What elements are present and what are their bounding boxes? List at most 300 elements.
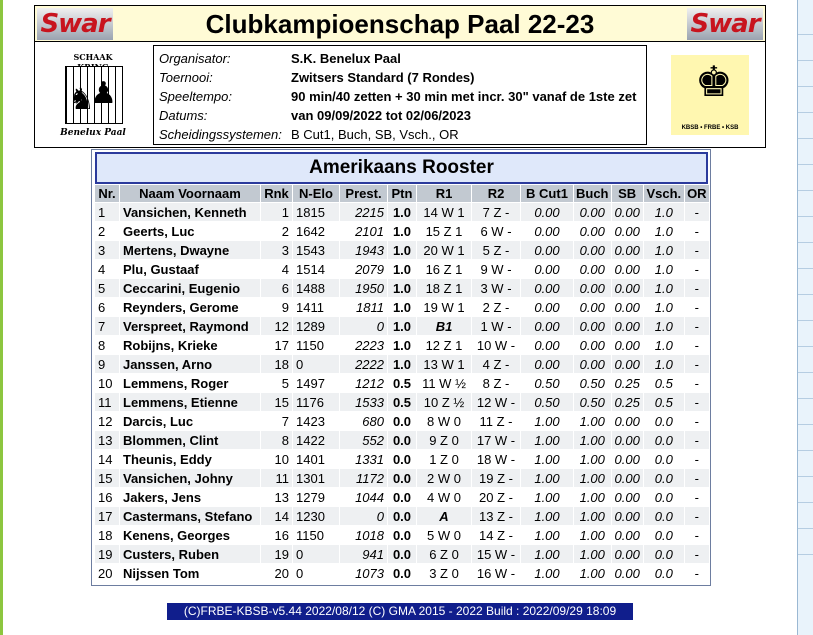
table-cell: 1073 bbox=[340, 564, 387, 582]
table-cell: 0.0 bbox=[644, 507, 684, 525]
table-cell: 0.00 bbox=[521, 355, 573, 373]
table-cell: 0.0 bbox=[388, 564, 416, 582]
table-cell: 0.00 bbox=[521, 260, 573, 278]
table-row bbox=[95, 279, 709, 297]
table-cell: 1411 bbox=[293, 298, 339, 316]
col-header: R1 bbox=[417, 185, 471, 202]
table-cell: 8 bbox=[95, 336, 119, 354]
table-cell: 2215 bbox=[340, 203, 387, 221]
table-row bbox=[95, 450, 709, 468]
table-cell: 1044 bbox=[340, 488, 387, 506]
table-cell: 19 Z - bbox=[472, 469, 520, 487]
table-cell: 0 bbox=[340, 507, 387, 525]
info-label-scheiding: Scheidingssystemen: bbox=[159, 127, 282, 142]
table-cell: Vansichen, Kenneth bbox=[120, 203, 260, 221]
col-header: B Cut1 bbox=[521, 185, 573, 202]
table-cell: - bbox=[685, 222, 709, 240]
table-cell: 1.00 bbox=[521, 564, 573, 582]
col-header: R2 bbox=[472, 185, 520, 202]
table-cell: 0.0 bbox=[644, 526, 684, 544]
table-cell: 10 Z ½ bbox=[417, 393, 471, 411]
table-cell: 1.0 bbox=[388, 317, 416, 335]
table-cell: - bbox=[685, 431, 709, 449]
table-cell: 16 bbox=[261, 526, 292, 544]
table-cell: Nijssen Tom bbox=[120, 564, 260, 582]
table-cell: Darcis, Luc bbox=[120, 412, 260, 430]
table-cell: 0.0 bbox=[388, 412, 416, 430]
table-cell: 15 bbox=[95, 469, 119, 487]
table-cell: Robijns, Krieke bbox=[120, 336, 260, 354]
table-cell: 1.00 bbox=[574, 545, 611, 563]
table-cell: 10 bbox=[95, 374, 119, 392]
table-cell: Reynders, Gerome bbox=[120, 298, 260, 316]
table-cell: Theunis, Eddy bbox=[120, 450, 260, 468]
col-header: Prest. bbox=[340, 185, 387, 202]
table-cell: 1.0 bbox=[388, 260, 416, 278]
table-cell: - bbox=[685, 564, 709, 582]
table-row bbox=[95, 488, 709, 506]
table-cell: 1.00 bbox=[574, 488, 611, 506]
table-cell: 1815 bbox=[293, 203, 339, 221]
table-cell: 14 bbox=[261, 507, 292, 525]
table-cell: 1.0 bbox=[644, 222, 684, 240]
table-cell: 0.00 bbox=[612, 545, 643, 563]
info-label-speeltempo: Speeltempo: bbox=[159, 89, 232, 104]
table-cell: 0.0 bbox=[644, 488, 684, 506]
table-cell: - bbox=[685, 526, 709, 544]
table-cell: 0 bbox=[293, 545, 339, 563]
table-cell: Ceccarini, Eugenio bbox=[120, 279, 260, 297]
federation-logo-text: KBSB • FRBE • KSB bbox=[681, 125, 739, 131]
table-cell: 0.00 bbox=[574, 317, 611, 335]
table-cell: 0.00 bbox=[612, 355, 643, 373]
table-cell: 1331 bbox=[340, 450, 387, 468]
table-cell: 0.00 bbox=[521, 222, 573, 240]
table-cell: 16 bbox=[95, 488, 119, 506]
table-cell: 5 Z - bbox=[472, 241, 520, 259]
table-cell: 0 bbox=[340, 317, 387, 335]
table-cell: 1533 bbox=[340, 393, 387, 411]
table-cell: 15 Z 1 bbox=[417, 222, 471, 240]
table-cell: 1.0 bbox=[388, 222, 416, 240]
col-header: Rnk bbox=[261, 185, 292, 202]
table-cell: 0.5 bbox=[388, 393, 416, 411]
table-cell: Lemmens, Etienne bbox=[120, 393, 260, 411]
table-cell: 0.00 bbox=[574, 222, 611, 240]
table-cell: 17 W - bbox=[472, 431, 520, 449]
table-cell: 1.0 bbox=[644, 336, 684, 354]
table-cell: Verspreet, Raymond bbox=[120, 317, 260, 335]
table-cell: 9 W - bbox=[472, 260, 520, 278]
table-cell: A bbox=[417, 507, 471, 525]
table-cell: - bbox=[685, 469, 709, 487]
table-cell: 0.50 bbox=[574, 393, 611, 411]
table-cell: 3 bbox=[95, 241, 119, 259]
info-panel bbox=[153, 45, 647, 145]
table-row bbox=[95, 393, 709, 411]
swar-logo-left: Swar bbox=[37, 8, 113, 40]
col-header: Nr. bbox=[95, 185, 119, 202]
table-cell: 1 W - bbox=[472, 317, 520, 335]
table-cell: 17 bbox=[261, 336, 292, 354]
table-cell: - bbox=[685, 260, 709, 278]
table-cell: - bbox=[685, 298, 709, 316]
table-cell: 1.0 bbox=[644, 260, 684, 278]
table-row bbox=[95, 564, 709, 582]
table-cell: 16 Z 1 bbox=[417, 260, 471, 278]
table-cell: 12 W - bbox=[472, 393, 520, 411]
table-cell: 13 W 1 bbox=[417, 355, 471, 373]
table-cell: 1.0 bbox=[644, 279, 684, 297]
table-cell: Janssen, Arno bbox=[120, 355, 260, 373]
table-cell: 6 Z 0 bbox=[417, 545, 471, 563]
col-header: OR bbox=[685, 185, 709, 202]
table-cell: 15 bbox=[261, 393, 292, 411]
table-cell: - bbox=[685, 545, 709, 563]
info-value-organisator: S.K. Benelux Paal bbox=[291, 51, 401, 66]
table-cell: 1.0 bbox=[388, 336, 416, 354]
club-logo bbox=[57, 52, 129, 138]
table-cell: 2101 bbox=[340, 222, 387, 240]
table-cell: 18 bbox=[95, 526, 119, 544]
table-cell: 680 bbox=[340, 412, 387, 430]
table-cell: 20 bbox=[95, 564, 119, 582]
table-cell: 0.0 bbox=[644, 450, 684, 468]
table-cell: 0.50 bbox=[574, 374, 611, 392]
table-cell: 0.0 bbox=[644, 564, 684, 582]
table-cell: 0 bbox=[293, 564, 339, 582]
table-cell: 11 bbox=[261, 469, 292, 487]
table-cell: - bbox=[685, 412, 709, 430]
info-label-organisator: Organisator: bbox=[159, 51, 231, 66]
table-cell: Mertens, Dwayne bbox=[120, 241, 260, 259]
table-cell: 0.00 bbox=[612, 203, 643, 221]
table-cell: 1279 bbox=[293, 488, 339, 506]
table-cell: 6 bbox=[261, 279, 292, 297]
table-cell: 1.0 bbox=[644, 317, 684, 335]
table-cell: 11 W ½ bbox=[417, 374, 471, 392]
table-cell: 0.00 bbox=[574, 260, 611, 278]
table-cell: 1401 bbox=[293, 450, 339, 468]
table-cell: 19 bbox=[95, 545, 119, 563]
table-cell: 0.00 bbox=[521, 317, 573, 335]
table-cell: 9 bbox=[261, 298, 292, 316]
table-cell: 7 bbox=[261, 412, 292, 430]
table-cell: 0.50 bbox=[521, 374, 573, 392]
table-cell: 13 bbox=[95, 431, 119, 449]
federation-logo bbox=[671, 55, 749, 135]
table-cell: 1289 bbox=[293, 317, 339, 335]
table-cell: 0.00 bbox=[521, 298, 573, 316]
table-cell: 0.00 bbox=[612, 279, 643, 297]
table-cell: 941 bbox=[340, 545, 387, 563]
table-cell: 11 Z - bbox=[472, 412, 520, 430]
info-value-toernooi: Zwitsers Standard (7 Rondes) bbox=[291, 70, 475, 85]
table-cell: 0.25 bbox=[612, 374, 643, 392]
table-cell: 1.00 bbox=[574, 431, 611, 449]
club-logo-top-text: SCHAAK bbox=[73, 52, 113, 62]
table-cell: 12 Z 1 bbox=[417, 336, 471, 354]
table-cell: 0.00 bbox=[612, 564, 643, 582]
table-cell: 12 bbox=[261, 317, 292, 335]
table-cell: 8 bbox=[261, 431, 292, 449]
table-cell: 0.0 bbox=[388, 507, 416, 525]
table-cell: 1.0 bbox=[388, 355, 416, 373]
standings-table bbox=[94, 184, 710, 583]
table-cell: 2079 bbox=[340, 260, 387, 278]
table-cell: 4 bbox=[95, 260, 119, 278]
table-cell: 1423 bbox=[293, 412, 339, 430]
info-value-datums: van 09/09/2022 tot 02/06/2023 bbox=[291, 108, 471, 123]
table-cell: 1230 bbox=[293, 507, 339, 525]
table-cell: 0.0 bbox=[388, 526, 416, 544]
standings-panel bbox=[91, 149, 711, 586]
table-cell: 0.00 bbox=[612, 526, 643, 544]
club-logo-bottom-text: Benelux Paal bbox=[60, 128, 126, 138]
table-cell: 0.0 bbox=[388, 450, 416, 468]
table-cell: 2222 bbox=[340, 355, 387, 373]
table-cell: Castermans, Stefano bbox=[120, 507, 260, 525]
table-cell: 1.0 bbox=[644, 203, 684, 221]
table-row bbox=[95, 374, 709, 392]
table-cell: Kenens, Georges bbox=[120, 526, 260, 544]
table-cell: 1.00 bbox=[574, 507, 611, 525]
table-cell: 7 bbox=[95, 317, 119, 335]
table-cell: 13 bbox=[261, 488, 292, 506]
table-cell: 1.0 bbox=[644, 298, 684, 316]
table-cell: - bbox=[685, 279, 709, 297]
table-cell: 1301 bbox=[293, 469, 339, 487]
table-cell: 0.00 bbox=[612, 412, 643, 430]
table-cell: 1488 bbox=[293, 279, 339, 297]
table-cell: Vansichen, Johny bbox=[120, 469, 260, 487]
col-header: Ptn bbox=[388, 185, 416, 202]
table-cell: 0.00 bbox=[612, 488, 643, 506]
table-cell: 0.0 bbox=[388, 545, 416, 563]
table-cell: B1 bbox=[417, 317, 471, 335]
table-row bbox=[95, 545, 709, 563]
table-cell: 8 W 0 bbox=[417, 412, 471, 430]
table-cell: 1497 bbox=[293, 374, 339, 392]
table-cell: 1172 bbox=[340, 469, 387, 487]
table-cell: 1150 bbox=[293, 526, 339, 544]
table-cell: Plu, Gustaaf bbox=[120, 260, 260, 278]
table-cell: 12 bbox=[95, 412, 119, 430]
table-cell: 13 Z - bbox=[472, 507, 520, 525]
table-cell: 19 bbox=[261, 545, 292, 563]
table-cell: 0.00 bbox=[521, 279, 573, 297]
table-cell: 6 bbox=[95, 298, 119, 316]
table-cell: 0.00 bbox=[612, 222, 643, 240]
table-cell: 1.00 bbox=[521, 545, 573, 563]
table-cell: 0.0 bbox=[388, 469, 416, 487]
table-row bbox=[95, 355, 709, 373]
table-cell: 15 W - bbox=[472, 545, 520, 563]
table-cell: 0.00 bbox=[521, 336, 573, 354]
table-cell: 0.5 bbox=[644, 393, 684, 411]
table-cell: 0.00 bbox=[521, 203, 573, 221]
side-panel bbox=[797, 0, 813, 635]
table-row bbox=[95, 507, 709, 525]
table-cell: 11 bbox=[95, 393, 119, 411]
table-cell: Blommen, Clint bbox=[120, 431, 260, 449]
table-cell: 20 Z - bbox=[472, 488, 520, 506]
table-cell: 0.25 bbox=[612, 393, 643, 411]
table-cell: 0.5 bbox=[644, 374, 684, 392]
table-cell: - bbox=[685, 507, 709, 525]
table-cell: 0.00 bbox=[574, 355, 611, 373]
table-cell: 1.00 bbox=[574, 469, 611, 487]
table-title: Amerikaans Rooster bbox=[95, 152, 708, 184]
table-cell: 4 bbox=[261, 260, 292, 278]
table-cell: 1.00 bbox=[521, 507, 573, 525]
table-cell: 2 W 0 bbox=[417, 469, 471, 487]
table-cell: 1514 bbox=[293, 260, 339, 278]
table-cell: 1543 bbox=[293, 241, 339, 259]
table-cell: Custers, Ruben bbox=[120, 545, 260, 563]
table-cell: 2 bbox=[261, 222, 292, 240]
table-cell: 2 Z - bbox=[472, 298, 520, 316]
table-cell: 0.00 bbox=[612, 317, 643, 335]
table-cell: 1.00 bbox=[574, 564, 611, 582]
swar-logo-right: Swar bbox=[687, 8, 763, 40]
table-cell: 1212 bbox=[340, 374, 387, 392]
table-cell: 20 W 1 bbox=[417, 241, 471, 259]
table-cell: 6 W - bbox=[472, 222, 520, 240]
table-cell: 0.0 bbox=[388, 488, 416, 506]
table-cell: 1.0 bbox=[388, 203, 416, 221]
table-cell: 0.00 bbox=[612, 298, 643, 316]
table-cell: 0.00 bbox=[612, 507, 643, 525]
chess-king-icon: ♚ bbox=[695, 58, 733, 105]
table-row bbox=[95, 260, 709, 278]
table-cell: 1.00 bbox=[521, 450, 573, 468]
table-cell: 0.00 bbox=[574, 336, 611, 354]
table-cell: - bbox=[685, 450, 709, 468]
table-cell: 0.00 bbox=[574, 279, 611, 297]
table-cell: 1 bbox=[95, 203, 119, 221]
table-cell: 19 W 1 bbox=[417, 298, 471, 316]
table-cell: 1642 bbox=[293, 222, 339, 240]
table-cell: 0.00 bbox=[612, 336, 643, 354]
table-cell: 9 Z 0 bbox=[417, 431, 471, 449]
table-cell: 0.0 bbox=[644, 412, 684, 430]
table-row bbox=[95, 412, 709, 430]
table-cell: Lemmens, Roger bbox=[120, 374, 260, 392]
chessboard-icon: ♞ ♟ bbox=[65, 66, 123, 124]
table-cell: 1.00 bbox=[521, 431, 573, 449]
table-row bbox=[95, 469, 709, 487]
table-cell: 18 W - bbox=[472, 450, 520, 468]
table-cell: 0 bbox=[293, 355, 339, 373]
table-row bbox=[95, 431, 709, 449]
table-cell: 4 W 0 bbox=[417, 488, 471, 506]
table-cell: 0.0 bbox=[644, 469, 684, 487]
table-cell: 3 W - bbox=[472, 279, 520, 297]
table-row bbox=[95, 526, 709, 544]
table-cell: 1.00 bbox=[521, 488, 573, 506]
table-cell: 10 bbox=[261, 450, 292, 468]
table-cell: 14 Z - bbox=[472, 526, 520, 544]
table-cell: Geerts, Luc bbox=[120, 222, 260, 240]
table-cell: 0.0 bbox=[388, 431, 416, 449]
table-cell: 1150 bbox=[293, 336, 339, 354]
table-cell: 3 Z 0 bbox=[417, 564, 471, 582]
table-cell: 18 Z 1 bbox=[417, 279, 471, 297]
table-cell: 1 Z 0 bbox=[417, 450, 471, 468]
table-cell: 3 bbox=[261, 241, 292, 259]
table-cell: 18 bbox=[261, 355, 292, 373]
table-cell: 1.0 bbox=[388, 298, 416, 316]
page-header bbox=[34, 5, 766, 43]
table-cell: 0.00 bbox=[574, 298, 611, 316]
table-cell: 1.00 bbox=[574, 526, 611, 544]
info-value-scheiding: B Cut1, Buch, SB, Vsch., OR bbox=[291, 127, 459, 142]
table-cell: - bbox=[685, 355, 709, 373]
table-row bbox=[95, 241, 709, 259]
table-cell: 14 W 1 bbox=[417, 203, 471, 221]
table-cell: 1.00 bbox=[521, 469, 573, 487]
table-row bbox=[95, 222, 709, 240]
col-header: Naam Voornaam bbox=[120, 185, 260, 202]
table-cell: 1422 bbox=[293, 431, 339, 449]
table-cell: 5 W 0 bbox=[417, 526, 471, 544]
table-cell: 1950 bbox=[340, 279, 387, 297]
table-cell: 0.00 bbox=[521, 241, 573, 259]
table-cell: 0.0 bbox=[644, 431, 684, 449]
table-cell: 0.50 bbox=[521, 393, 573, 411]
table-cell: - bbox=[685, 241, 709, 259]
table-cell: 16 W - bbox=[472, 564, 520, 582]
table-cell: 0.0 bbox=[644, 545, 684, 563]
table-cell: 0.00 bbox=[574, 203, 611, 221]
footer-build-info: (C)FRBE-KBSB-v5.44 2022/08/12 (C) GMA 2015 - 2022 Build : 2022/09/29 18:09 bbox=[167, 603, 633, 620]
col-header: N-Elo bbox=[293, 185, 339, 202]
table-cell: 2 bbox=[95, 222, 119, 240]
table-cell: - bbox=[685, 317, 709, 335]
table-cell: - bbox=[685, 393, 709, 411]
table-row bbox=[95, 298, 709, 316]
table-cell: 1.0 bbox=[388, 241, 416, 259]
table-cell: 0.00 bbox=[612, 431, 643, 449]
table-cell: 1176 bbox=[293, 393, 339, 411]
table-cell: 1.00 bbox=[574, 450, 611, 468]
table-cell: 1.00 bbox=[521, 526, 573, 544]
table-cell: 5 bbox=[95, 279, 119, 297]
table-cell: 4 Z - bbox=[472, 355, 520, 373]
col-header: Buch bbox=[576, 186, 609, 201]
table-row bbox=[95, 317, 709, 335]
table-cell: 2223 bbox=[340, 336, 387, 354]
table-cell: Jakers, Jens bbox=[120, 488, 260, 506]
table-cell: 0.5 bbox=[388, 374, 416, 392]
table-cell: 1018 bbox=[340, 526, 387, 544]
table-cell: 8 Z - bbox=[472, 374, 520, 392]
col-header: SB bbox=[612, 185, 643, 202]
table-cell: 9 bbox=[95, 355, 119, 373]
table-cell: 1.00 bbox=[574, 412, 611, 430]
table-cell: - bbox=[685, 336, 709, 354]
table-header-row bbox=[95, 185, 709, 202]
table-cell: 1 bbox=[261, 203, 292, 221]
page-title: Clubkampioenschap Paal 22-23 bbox=[205, 9, 595, 39]
table-cell: 0.00 bbox=[612, 260, 643, 278]
table-cell: 1.00 bbox=[521, 412, 573, 430]
window-edge bbox=[0, 0, 3, 635]
table-cell: 1.0 bbox=[388, 279, 416, 297]
col-header: Vsch. bbox=[644, 185, 684, 202]
table-cell: 20 bbox=[261, 564, 292, 582]
